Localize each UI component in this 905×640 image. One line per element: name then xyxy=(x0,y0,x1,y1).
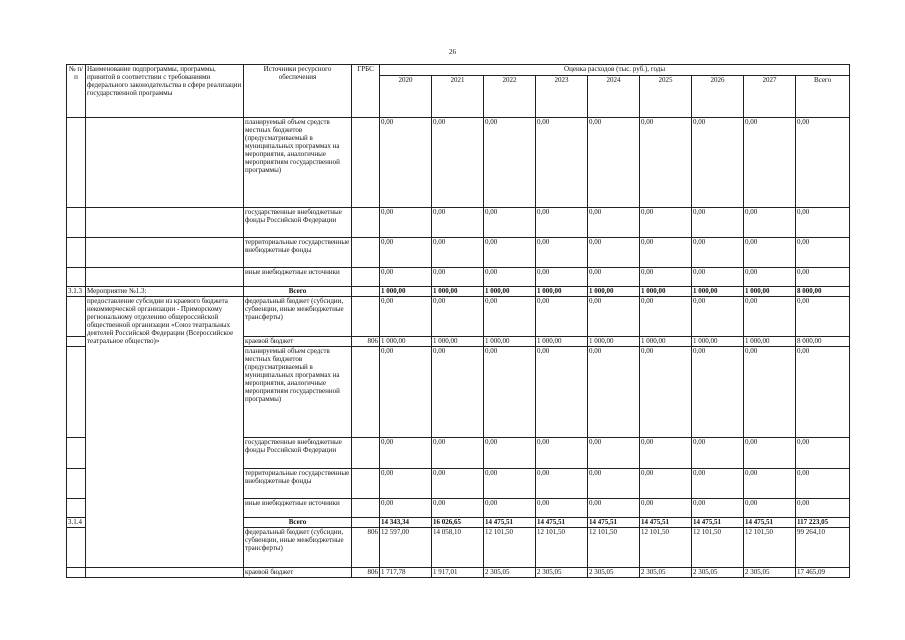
row-value: 0,00 xyxy=(380,469,432,499)
table-row xyxy=(67,238,850,268)
row-value: 0,00 xyxy=(432,499,484,518)
row-num xyxy=(67,208,86,238)
table-row xyxy=(67,297,850,337)
row-value: 12 101,50 xyxy=(484,528,536,568)
row-value: 17 465,09 xyxy=(796,568,850,578)
row-grbs xyxy=(352,287,380,297)
row-value: 1 917,01 xyxy=(432,568,484,578)
header-year: 2021 xyxy=(432,76,484,118)
row-value: 1 000,00 xyxy=(588,337,640,347)
row-grbs: 806 xyxy=(352,337,380,347)
row-value: 0,00 xyxy=(432,347,484,438)
row-value: 1 000,00 xyxy=(432,287,484,297)
row-value: 0,00 xyxy=(692,238,744,268)
row-value: 0,00 xyxy=(744,208,796,238)
row-value: 2 305,05 xyxy=(588,568,640,578)
row-value: 1 000,00 xyxy=(380,337,432,347)
table-row xyxy=(67,208,850,238)
row-source: федеральный бюджет (субсидии, субвенции, иные межбюджетные трансферты) xyxy=(244,528,352,568)
row-value: 0,00 xyxy=(536,438,588,469)
row-value: 0,00 xyxy=(588,347,640,438)
row-value: 14 058,10 xyxy=(432,528,484,568)
row-value: 0,00 xyxy=(484,268,536,287)
row-value: 1 000,00 xyxy=(484,337,536,347)
row-value: 14 475,51 xyxy=(484,518,536,528)
row-value: 12 101,50 xyxy=(692,528,744,568)
row-value: 0,00 xyxy=(432,208,484,238)
row-name xyxy=(86,238,244,268)
row-value: 0,00 xyxy=(640,347,692,438)
header-year: 2025 xyxy=(640,76,692,118)
row-value: 0,00 xyxy=(484,347,536,438)
row-value: 0,00 xyxy=(640,118,692,208)
row-value: 0,00 xyxy=(588,438,640,469)
row-source: Всего xyxy=(244,287,352,297)
row-grbs xyxy=(352,438,380,469)
row-value: 0,00 xyxy=(796,208,850,238)
header-year: 2024 xyxy=(588,76,640,118)
row-value: 12 101,50 xyxy=(536,528,588,568)
row-num: 3.1.4 xyxy=(67,518,86,528)
row-value: 16 026,65 xyxy=(432,518,484,528)
row-source: Всего xyxy=(244,518,352,528)
row-source: иные внебюджетные источники xyxy=(244,268,352,287)
row-value: 0,00 xyxy=(588,469,640,499)
row-value: 0,00 xyxy=(692,469,744,499)
row-value: 0,00 xyxy=(380,499,432,518)
row-value: 0,00 xyxy=(796,347,850,438)
row-value: 12 101,50 xyxy=(744,528,796,568)
row-source: территориальные государственные внебюджетные фонды xyxy=(244,238,352,268)
row-value: 1 000,00 xyxy=(588,287,640,297)
row-value: 0,00 xyxy=(380,118,432,208)
row-grbs xyxy=(352,208,380,238)
row-value: 0,00 xyxy=(380,347,432,438)
row-value: 0,00 xyxy=(536,208,588,238)
row-value: 0,00 xyxy=(744,469,796,499)
row-num xyxy=(67,438,86,469)
row-value: 0,00 xyxy=(432,469,484,499)
row-value: 1 000,00 xyxy=(484,287,536,297)
budget-table xyxy=(66,64,850,578)
row-value: 0,00 xyxy=(536,347,588,438)
row-value: 0,00 xyxy=(588,268,640,287)
row-value: 0,00 xyxy=(588,499,640,518)
row-source: федеральный бюджет (субсидии, субвенции, иные межбюджетные трансферты) xyxy=(244,297,352,337)
header-year: 2026 xyxy=(692,76,744,118)
row-value: 0,00 xyxy=(484,297,536,337)
header-year: Всего xyxy=(796,76,850,118)
row-value: 14 475,51 xyxy=(588,518,640,528)
header-year: 2023 xyxy=(536,76,588,118)
row-value: 0,00 xyxy=(432,238,484,268)
row-value: 0,00 xyxy=(432,118,484,208)
row-value: 0,00 xyxy=(744,438,796,469)
row-value: 1 000,00 xyxy=(692,287,744,297)
row-value: 0,00 xyxy=(640,499,692,518)
row-value: 8 000,00 xyxy=(796,337,850,347)
row-value: 0,00 xyxy=(796,469,850,499)
header-year: 2027 xyxy=(744,76,796,118)
row-value: 0,00 xyxy=(484,469,536,499)
table-row xyxy=(67,118,850,208)
row-value: 0,00 xyxy=(692,208,744,238)
header-source: Источники ресурсного обеспечения xyxy=(244,65,352,118)
row-source: краевой бюджет xyxy=(244,568,352,578)
row-source: краевой бюджет xyxy=(244,337,352,347)
row-value: 2 305,05 xyxy=(484,568,536,578)
header-name: Наименование подпрограммы, программы, принятой в соответствии с требованиями федерального законодательства в сфере реализации государственной программы xyxy=(86,65,244,118)
row-value: 8 000,00 xyxy=(796,287,850,297)
row-grbs xyxy=(352,118,380,208)
row-source: государственные внебюджетные фонды Российской Федерации xyxy=(244,208,352,238)
row-source: государственные внебюджетные фонды Российской Федерации xyxy=(244,438,352,469)
row-value: 0,00 xyxy=(484,499,536,518)
row-value: 1 000,00 xyxy=(640,287,692,297)
row-value: 0,00 xyxy=(588,297,640,337)
row-num xyxy=(67,238,86,268)
row-num xyxy=(67,568,86,578)
row-value: 0,00 xyxy=(692,438,744,469)
row-grbs xyxy=(352,499,380,518)
row-value: 0,00 xyxy=(796,297,850,337)
row-name: Мероприятие №1.3: xyxy=(86,287,244,297)
header-grbs: ГРБС xyxy=(352,65,380,118)
row-value: 0,00 xyxy=(744,268,796,287)
row-value: 0,00 xyxy=(744,347,796,438)
row-grbs xyxy=(352,238,380,268)
row-value: 1 000,00 xyxy=(536,337,588,347)
row-grbs xyxy=(352,268,380,287)
row-value: 0,00 xyxy=(796,118,850,208)
row-value: 0,00 xyxy=(692,499,744,518)
row-value: 0,00 xyxy=(432,438,484,469)
row-value: 12 101,50 xyxy=(588,528,640,568)
row-num xyxy=(67,337,86,347)
row-value: 0,00 xyxy=(640,208,692,238)
row-value: 12 101,50 xyxy=(640,528,692,568)
row-value: 117 223,05 xyxy=(796,518,850,528)
row-value: 0,00 xyxy=(640,238,692,268)
row-value: 99 264,10 xyxy=(796,528,850,568)
table-row xyxy=(67,268,850,287)
row-value: 0,00 xyxy=(432,268,484,287)
row-value: 14 343,34 xyxy=(380,518,432,528)
row-source: территориальные государственные внебюджетные фонды xyxy=(244,469,352,499)
row-grbs: 806 xyxy=(352,528,380,568)
row-num xyxy=(67,469,86,499)
row-value: 2 305,05 xyxy=(640,568,692,578)
row-value: 0,00 xyxy=(536,469,588,499)
row-value: 1 000,00 xyxy=(744,287,796,297)
row-value: 0,00 xyxy=(536,268,588,287)
row-value: 0,00 xyxy=(588,208,640,238)
row-num xyxy=(67,499,86,518)
row-value: 0,00 xyxy=(796,268,850,287)
row-value: 0,00 xyxy=(536,118,588,208)
row-value: 0,00 xyxy=(536,238,588,268)
row-value: 1 000,00 xyxy=(536,287,588,297)
row-value: 0,00 xyxy=(536,297,588,337)
row-value: 0,00 xyxy=(640,469,692,499)
row-name xyxy=(86,118,244,208)
row-value: 1 000,00 xyxy=(692,337,744,347)
row-value: 0,00 xyxy=(744,238,796,268)
row-name: предоставление субсидии из краевого бюджета некоммерческой организации - Приморскому региональному отделению общероссийской общественной организации «Союз театральных деятелей Российской Федерации (Всероссийское театральное общество)» xyxy=(86,297,244,568)
row-value: 0,00 xyxy=(640,438,692,469)
header-year: 2020 xyxy=(380,76,432,118)
row-value: 0,00 xyxy=(692,268,744,287)
row-grbs: 806 xyxy=(352,568,380,578)
row-value: 0,00 xyxy=(380,268,432,287)
row-value: 1 717,78 xyxy=(380,568,432,578)
table-row xyxy=(67,568,850,578)
row-num xyxy=(67,268,86,287)
row-value: 0,00 xyxy=(744,499,796,518)
row-value: 0,00 xyxy=(380,438,432,469)
row-value: 0,00 xyxy=(692,118,744,208)
row-source: планируемый объем средств местных бюджетов (предусматриваемый в муниципальных программах на мероприятия, аналогичные мероприятиям государственной программы) xyxy=(244,347,352,438)
row-value: 14 475,51 xyxy=(692,518,744,528)
row-value: 0,00 xyxy=(796,238,850,268)
table-row xyxy=(67,287,850,297)
row-value: 0,00 xyxy=(484,118,536,208)
row-value: 2 305,05 xyxy=(744,568,796,578)
row-num xyxy=(67,118,86,208)
row-grbs xyxy=(352,518,380,528)
row-source: планируемый объем средств местных бюджетов (предусматриваемый в муниципальных программах на мероприятия, аналогичные мероприятиям государственной программы) xyxy=(244,118,352,208)
page-number: 26 xyxy=(449,48,456,56)
header-estimate: Оценка расходов (тыс. руб.), годы xyxy=(380,65,850,76)
row-value: 0,00 xyxy=(796,438,850,469)
row-value: 2 305,05 xyxy=(536,568,588,578)
row-value: 1 000,00 xyxy=(744,337,796,347)
row-value: 14 475,51 xyxy=(640,518,692,528)
row-grbs xyxy=(352,297,380,337)
row-num xyxy=(67,528,86,568)
row-num: 3.1.3 xyxy=(67,287,86,297)
row-name xyxy=(86,208,244,238)
row-value: 14 475,51 xyxy=(744,518,796,528)
row-value: 0,00 xyxy=(484,438,536,469)
row-grbs xyxy=(352,469,380,499)
row-name xyxy=(86,568,244,578)
row-num xyxy=(67,347,86,438)
row-value: 0,00 xyxy=(380,297,432,337)
row-value: 0,00 xyxy=(744,297,796,337)
row-value: 14 475,51 xyxy=(536,518,588,528)
row-value: 0,00 xyxy=(640,297,692,337)
row-value: 0,00 xyxy=(692,347,744,438)
row-name xyxy=(86,268,244,287)
row-value: 0,00 xyxy=(380,238,432,268)
row-value: 1 000,00 xyxy=(380,287,432,297)
row-value: 2 305,05 xyxy=(692,568,744,578)
row-value: 1 000,00 xyxy=(432,337,484,347)
row-value: 0,00 xyxy=(588,118,640,208)
row-value: 0,00 xyxy=(692,297,744,337)
row-grbs xyxy=(352,347,380,438)
row-value: 12 597,00 xyxy=(380,528,432,568)
row-value: 0,00 xyxy=(484,208,536,238)
row-value: 0,00 xyxy=(796,499,850,518)
row-value: 1 000,00 xyxy=(640,337,692,347)
row-value: 0,00 xyxy=(484,238,536,268)
row-source: иные внебюджетные источники xyxy=(244,499,352,518)
header-year: 2022 xyxy=(484,76,536,118)
row-value: 0,00 xyxy=(588,238,640,268)
row-value: 0,00 xyxy=(432,297,484,337)
row-value: 0,00 xyxy=(640,268,692,287)
row-value: 0,00 xyxy=(380,208,432,238)
header-num: № п/п xyxy=(67,65,86,118)
row-num xyxy=(67,297,86,337)
row-value: 0,00 xyxy=(536,499,588,518)
row-value: 0,00 xyxy=(744,118,796,208)
